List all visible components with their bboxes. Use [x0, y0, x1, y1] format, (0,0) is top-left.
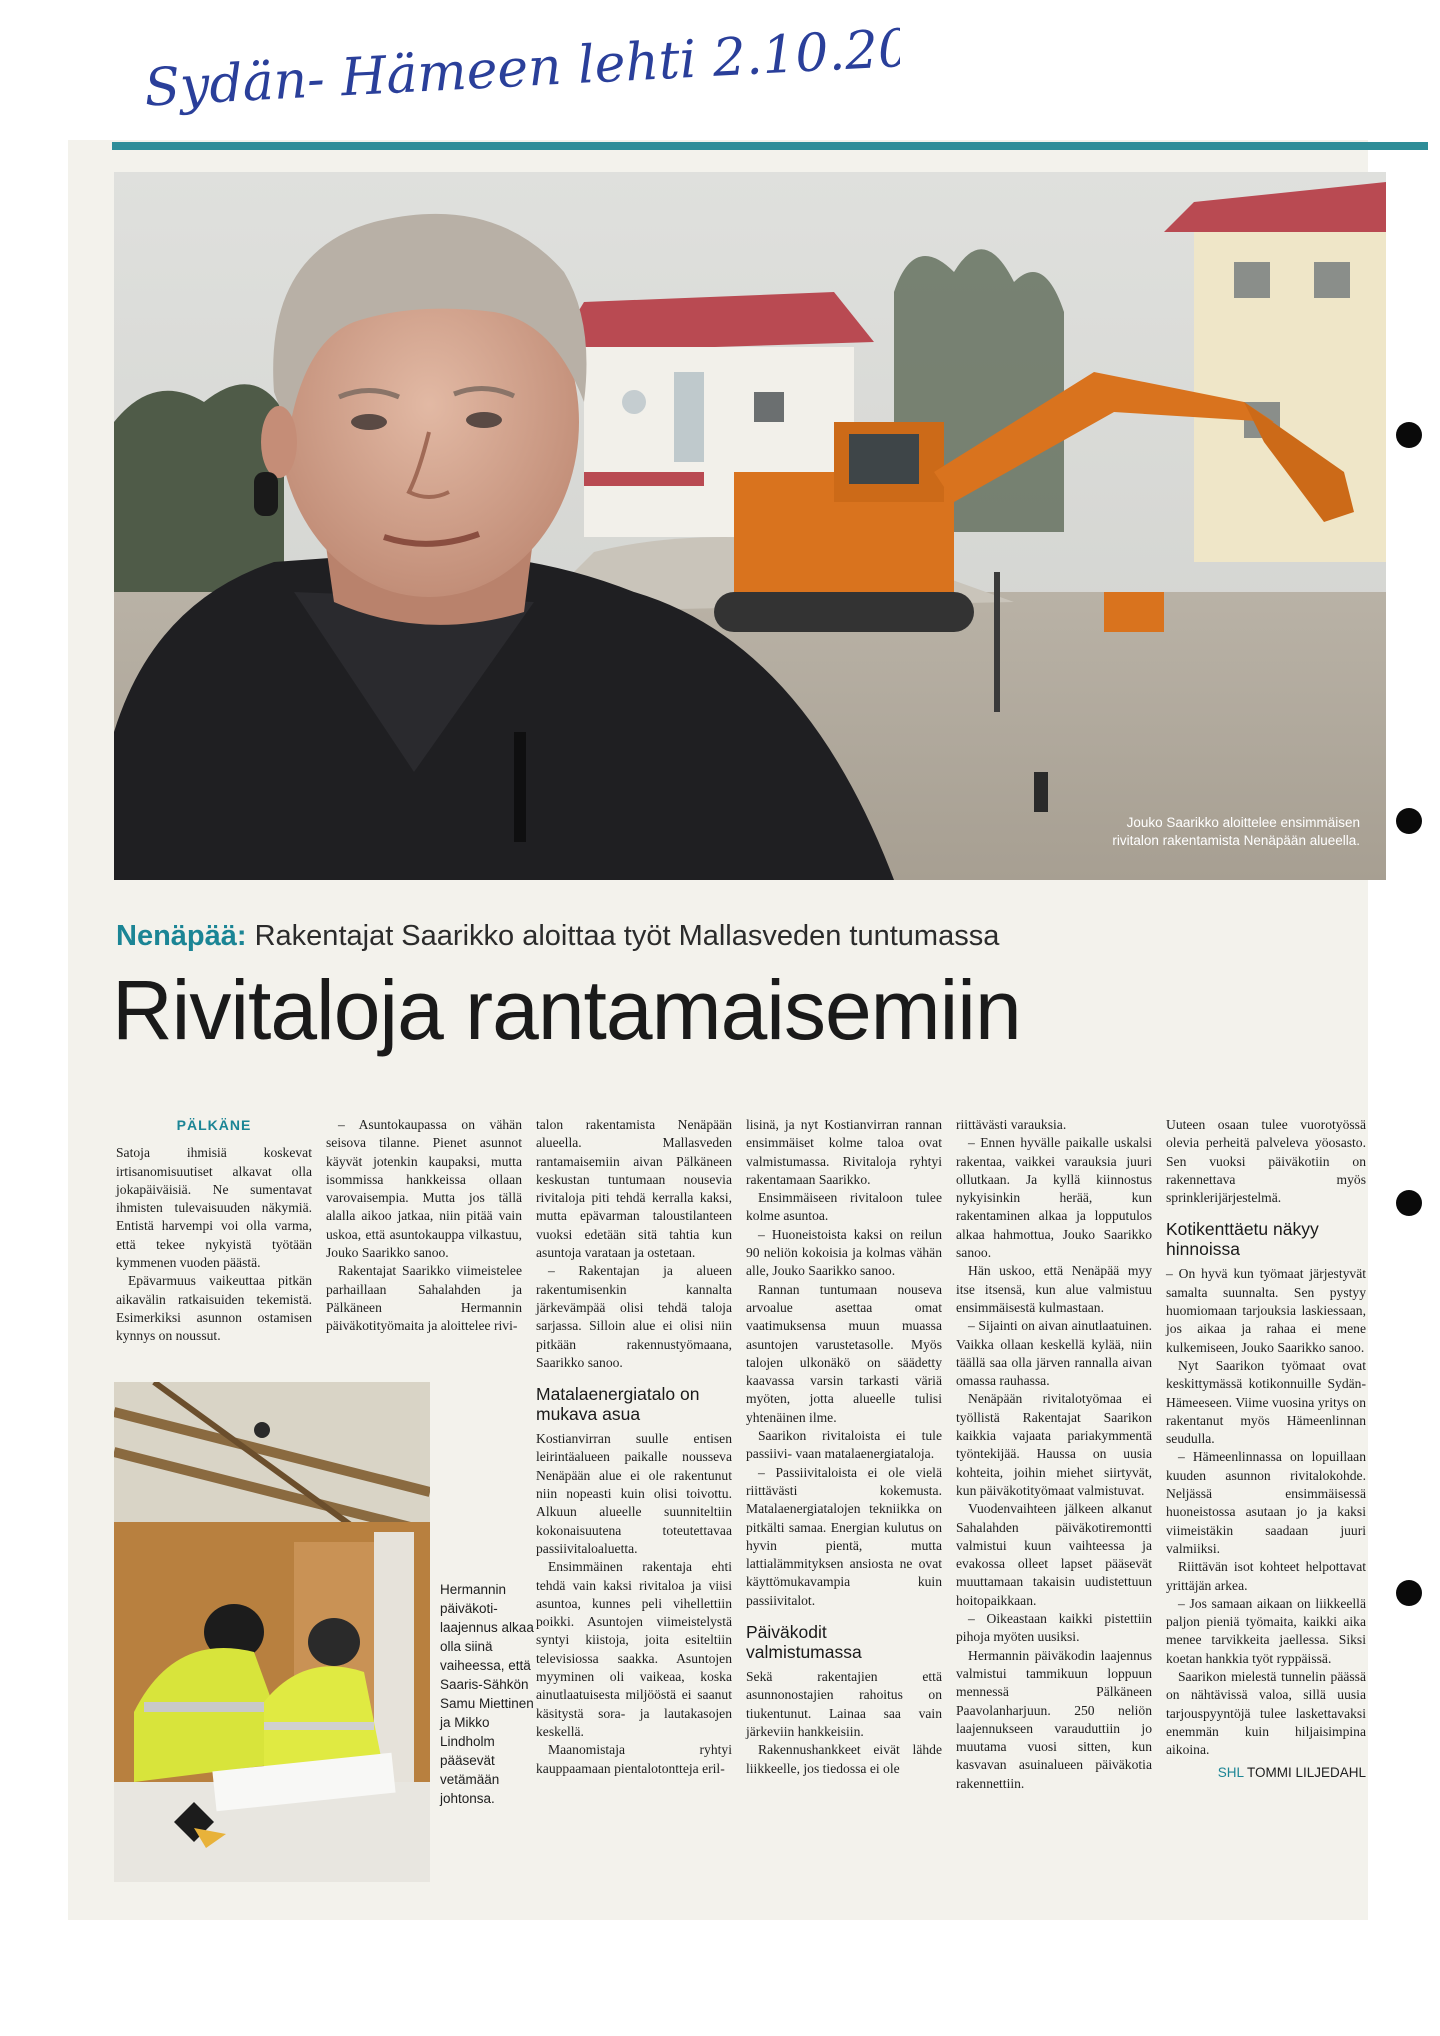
article-column-6 [1166, 1116, 1366, 1782]
article-column-5 [956, 1116, 1152, 1793]
paragraph: – Asuntokaupassa on vähän seisova tilanne. Pienet asunnot käyvät jotenkin kaupaksi, mutta isommissa hankkeissa ollaan varovaisempia. Mutta jos tällä alalla aikoo jatkaa, niin pitää vain uskoa, että asuntokauppa vilkastuu, Jouko Saarikko sanoo. [326, 1117, 522, 1261]
paragraph: Hermannin päiväkodin laajennus valmistui tammikuun loppuun mennessä Pälkäneen Paavolanharjuun. 250 neliön laajennukseen varauduttiin jo muutama vuosi sitten, kun kasvavan asuinalueen päiväkotia rakennettiin. [956, 1647, 1152, 1791]
punch-hole [1396, 1580, 1422, 1606]
daycare-photo [114, 1382, 430, 1882]
byline-publication: SHL [1217, 1764, 1244, 1780]
paragraph: – On hyvä kun työmaat järjestyvät samalta suunnalta. Sen pystyy huomiomaan tarjouksia laskiessaan, jos aikaa ja rahaa ei mene kulkemiseen, Jouko Saarikko sanoo. [1166, 1266, 1366, 1355]
paragraph: Sekä rakentajien että asunnonostajien rahoitus on tiukentunut. Lainaa saa vain järkeviin hankkeisiin. [746, 1669, 942, 1739]
punch-hole [1396, 808, 1422, 834]
paragraph: Nyt Saarikon työmaat ovat keskittymässä kotikonnuille Sydän-Hämeeseen. Viime vuosina yritys on rakentanut myös Hämeenlinnan seudulla. [1166, 1357, 1366, 1447]
paragraph: Saarikon rivitaloista ei tule passiivi- vaan matalaenergiataloja. [746, 1428, 942, 1462]
paragraph: Nenäpään rivitalotyömaa ei työllistä Rakentajat Saarikon kaikkia vajaata pariakymmentä työntekijää. Haussa on uusia kohteita, joihin miehet siirtyvät, kun päiväkotityömaat valmistuvat. [956, 1391, 1152, 1498]
kicker-text: Rakentajat Saarikko aloittaa työt Mallasveden tuntumassa [254, 920, 1000, 952]
main-photo-caption: Jouko Saarikko aloittelee ensimmäisen rivitalon rakentamista Nenäpään alueella. [1112, 815, 1360, 848]
paragraph: – Hämeenlinnassa on lopuillaan kuuden asunnon rivitalokohde. Neljässä ensimmäisessä huoneistossa asutaan jo ja kaksi viimeistäkin saadaan juuri valmiiksi. [1166, 1449, 1366, 1556]
paragraph: – Oikeastaan kaikki pistettiin pihoja myöten uusiksi. [956, 1611, 1152, 1645]
paragraph: – Rakentajan ja alueen rakentumisenkin kannalta järkevämpää olisi tehdä taloja sarjassa. Silloin alue ei olisi niin pitkään rakennustyömaana, Saarikko sanoo. [536, 1263, 732, 1370]
paragraph: Saarikon mielestä tunnelin päässä on nähtävissä valoa, sillä uusia tarjouspyyntöjä tulee laskettavaksi enemmän kuin hiljaisimpina aikoina. [1166, 1669, 1366, 1758]
punch-hole [1396, 1190, 1422, 1216]
paragraph: Rakentajat Saarikko viimeistelee parhaillaan Sahalahden ja Pälkäneen Hermannin päiväkotityömaita ja aloittelee rivi- [326, 1263, 522, 1334]
kicker-place: Nenäpää: [116, 920, 247, 952]
main-photo [114, 172, 1386, 880]
paragraph: Hän uskoo, että Nenäpää myy itse itsensä, kun alue valmistuu ensimmäisestä kulmastaan. [956, 1263, 1152, 1315]
paragraph: – Sijainti on aivan ainutlaatuinen. Vaikka ollaan keskellä kylää, niin täällä saa olla järven rannalla aivan omassa rauhassa. [956, 1318, 1152, 1389]
paragraph: – Passiivitaloista ei ole vielä riittävästi kokemusta. Matalaenergiatalojen tekniikka on pitkälti samaa. Energian kulutus on hyvin pientä, mutta lattialämmityksen ansiosta ne ovat käyttömukavampia kuin passiivitalot. [746, 1464, 942, 1608]
handwritten-note [140, 20, 900, 120]
paragraph: Rakennushankkeet eivät lähde liikkeelle, jos tiedossa ei ole [746, 1742, 942, 1776]
paragraph: talon rakentamista Nenäpään alueella. Mallasveden rantamaisemiin aivan Pälkäneen keskustan tuntumaan nousevia rivitaloja piti tehdä kerralla kaksi, mutta epävarman taloustilanteen vuoksi edetään sitä tahtia kun asuntoja varataan ja ostetaan. [536, 1117, 732, 1261]
paragraph: – Jos samaan aikaan on liikkeellä paljon pieniä työmaita, kaikki aika menee tarvikkeita jaellessa. Siksi koetan hankkia työt ryppäissä. [1166, 1595, 1366, 1666]
daycare-photo-caption: Hermannin päiväkoti-laajennus alkaa olla siinä vaiheessa, että Saaris-Sähkön Samu Miettinen ja Mikko Lindholm pääsevät vetämään johtonsa. [440, 1582, 534, 1806]
paragraph: Epävarmuus vaikeuttaa pitkän aikavälin ratkaisuiden tekemistä. Esimerkiksi asunnon ostamisen kynnys on noussut. [116, 1273, 312, 1344]
subheading: Kotikenttäetu näkyy hinnoissa [1166, 1219, 1319, 1260]
paragraph: riittävästi varauksia. [956, 1117, 1067, 1132]
subheading: Päiväkodit valmistumassa [746, 1622, 862, 1663]
paragraph: lisinä, ja nyt Kostianvirran rannan ensimmäiset kolme taloa ovat valmistumassa. Rivitaloja ryhtyi rakentamaan Saarikko. [746, 1117, 942, 1187]
headline: Rivitaloja rantamaisemiin [112, 963, 1021, 1057]
kicker [116, 920, 1356, 953]
paragraph: – Ennen hyvälle paikalle uskalsi rakentaa, vaikkei varauksia juuri ollutkaan. Ja kyllä kiinnostus nykyisinkin herää, kun rakentaminen alkaa ja lopputulos alkaa hahmottua, Jouko Saarikko sanoo. [956, 1135, 1152, 1261]
paragraph: Riittävän isot kohteet helpottavat yrittäjän arkea. [1166, 1559, 1366, 1593]
paragraph: Vuodenvaihteen jälkeen alkanut Sahalahden päiväkotiremontti valmistui kuun vaihteessa ja evakossa olleet lapset pääsevät muuttamaan takaisin uudistettuun hoitopaikkaan. [956, 1501, 1152, 1608]
handwritten-note-text: Sydän- Hämeen lehti 2.10.2013 [142, 20, 900, 119]
article-column-4 [746, 1116, 942, 1778]
article-column-2 [326, 1116, 522, 1336]
article-column-1 [116, 1116, 312, 1346]
newspaper-clipping [68, 140, 1368, 1920]
article-column-3 [536, 1116, 732, 1778]
paragraph: Uuteen osaan tulee vuorotyössä olevia perheitä palveleva yöosasto. Sen vuoksi päiväkotiin on rakennettava myös sprinklerijärjestelmä. [1166, 1117, 1366, 1206]
paragraph: – Huoneistoista kaksi on reilun 90 neliön kokoisia ja kolmas vähän alle, Jouko Saarikko sanoo. [746, 1226, 942, 1279]
section-label: PÄLKÄNE [176, 1117, 252, 1133]
punch-hole [1396, 422, 1422, 448]
paragraph: Kostianvirran suulle entisen leirintäalueen paikalle nousseva Nenäpään alue ei ole rakentunut niin nopeasti kuin olisi toivottu. Alkuun alueelle suunniteltiin kokonaisuutena toteutettavaa passiivitaloaluetta. [536, 1431, 732, 1556]
byline [1166, 1764, 1366, 1782]
top-rule [112, 142, 1428, 150]
subheading: Matalaenergiatalo on mukava asua [536, 1384, 700, 1425]
paragraph: Satoja ihmisiä koskevat irtisanomisuutiset alkavat olla jokapäiväisiä. Ne sumentavat ihmisten tulevaisuuden näkymiä. Entistä harvempi voi olla varma, että tekee nykyistä työtään kymmenen vuoden päästä. [116, 1145, 312, 1271]
paragraph: Ensimmäiseen rivitaloon tulee kolme asuntoa. [746, 1190, 942, 1224]
paragraph: Rannan tuntumaan nouseva arvoalue asettaa omat vaatimuksensa muun muassa asuntojen varustetasolle. Myös talojen ulkonäkö on säädetty kaavassa varsin tarkasti väriä myöten, jotta alueelle tulisi yhtenäinen ilme. [746, 1281, 942, 1425]
byline-author: TOMMI LILJEDAHL [1246, 1764, 1366, 1780]
paragraph: Maanomistaja ryhtyi kauppaamaan pientalotontteja eril- [536, 1742, 732, 1776]
paragraph: Ensimmäinen rakentaja ehti tehdä vain kaksi rivitaloa ja viisi asuntoa, kunnes peli vihellettiin poikki. Asuntojen viimeistelystä syntyi kiistoja, joita esiteltiin televisiossa saakka. Asuntojen myyminen oli vaikeaa, koska ainutlaatuisesta miljööstä ei saanut käsitystä sora- ja lautakasojen keskellä. [536, 1559, 732, 1739]
